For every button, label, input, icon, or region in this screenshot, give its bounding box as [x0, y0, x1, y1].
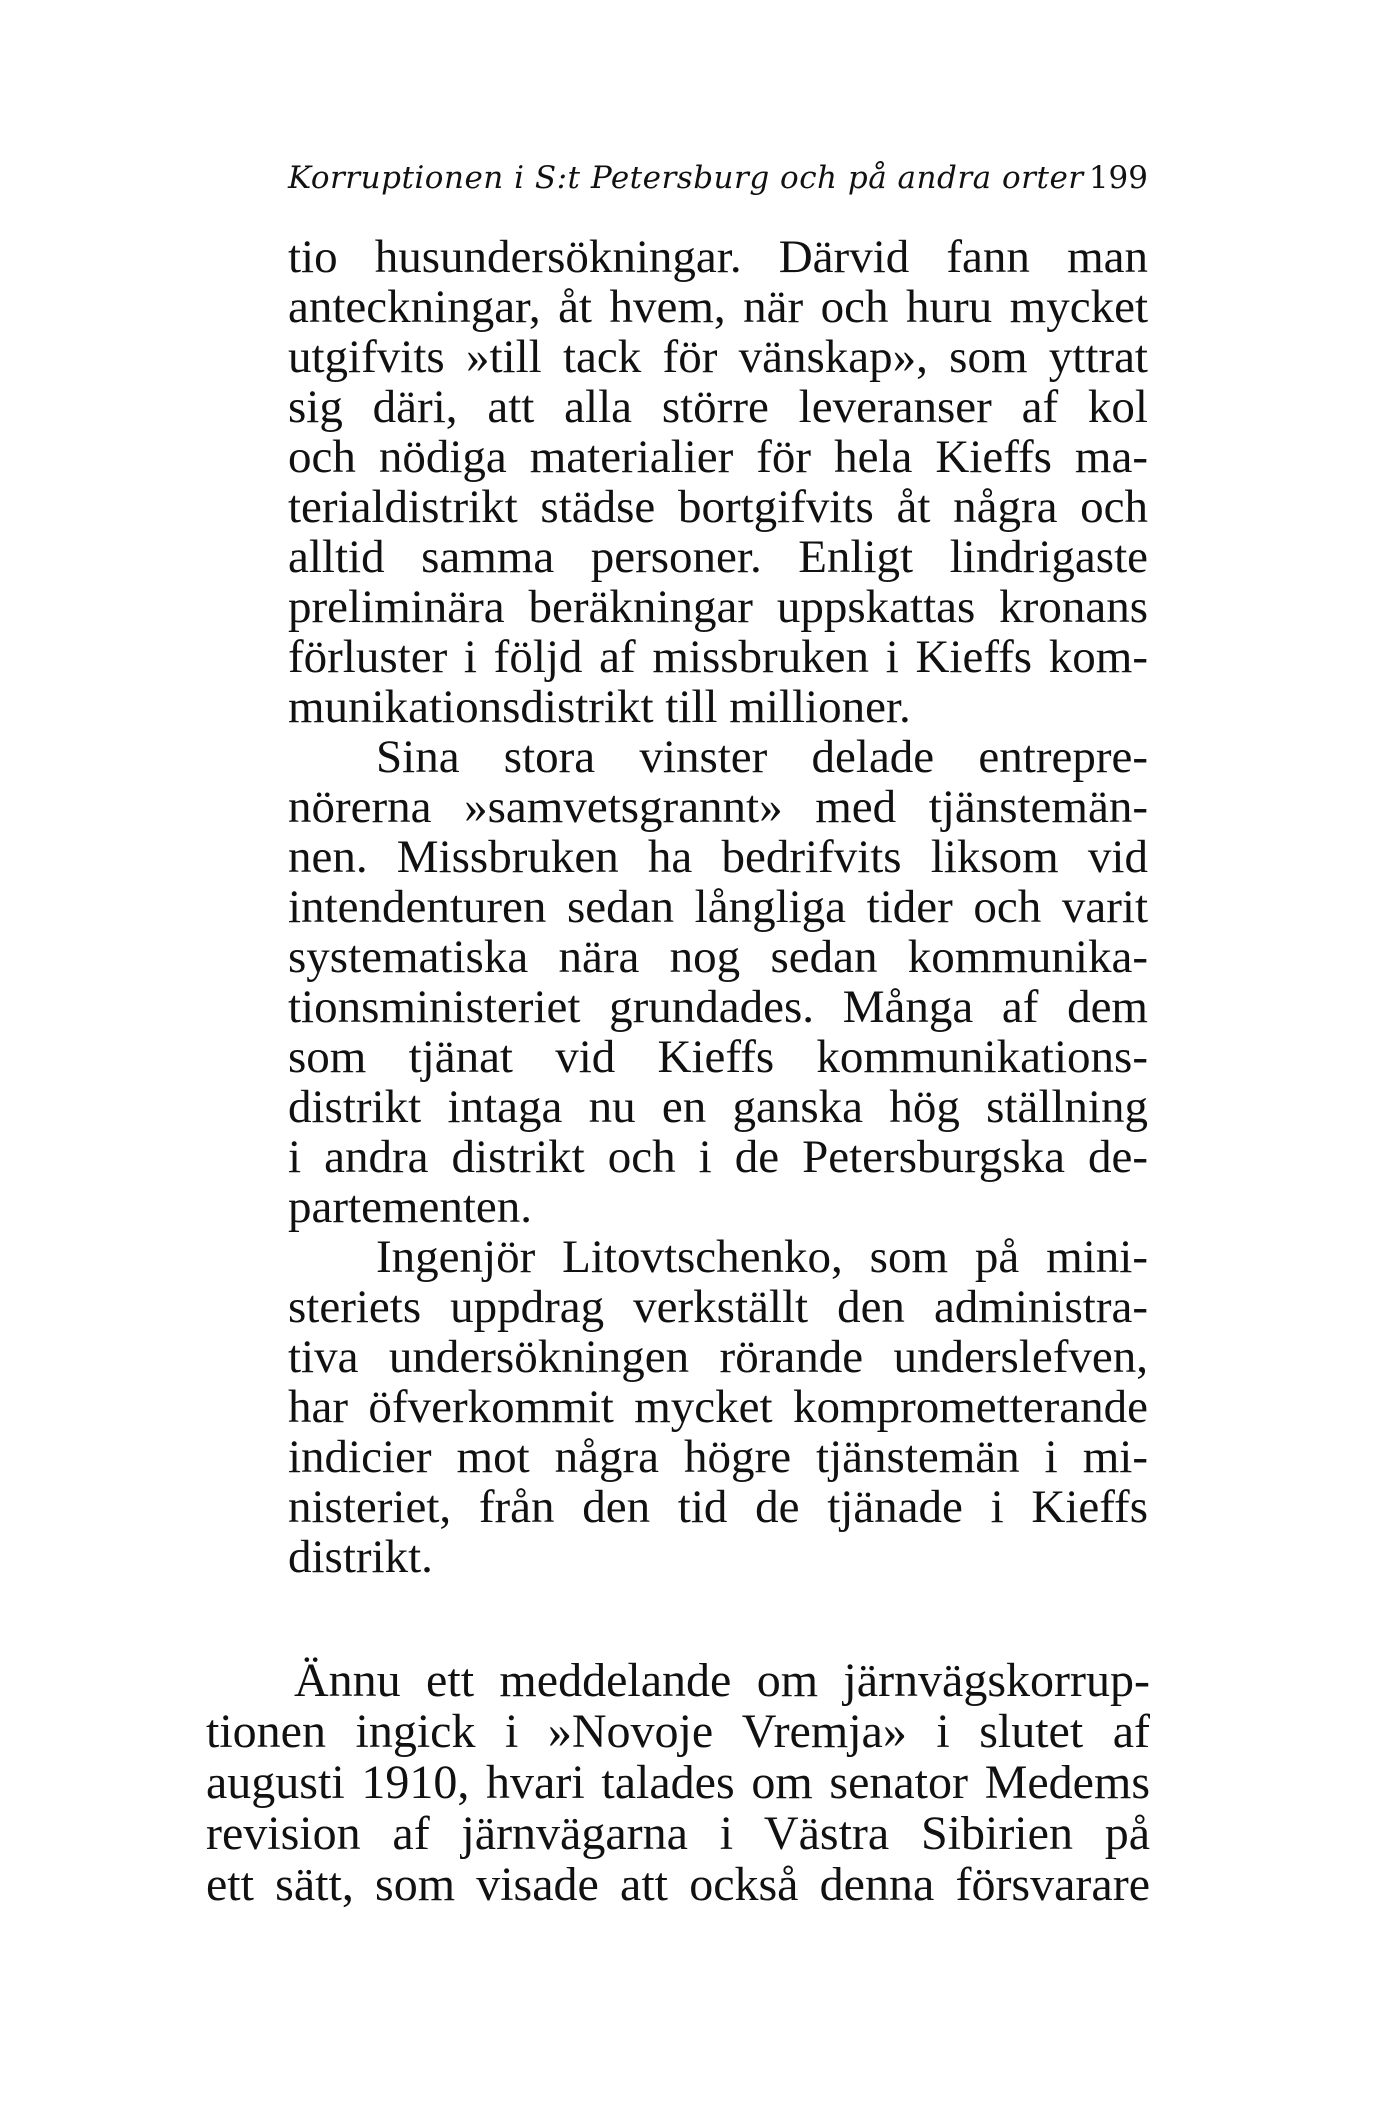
text-line: terialdistrikt städse bortgifvits åt några och: [288, 481, 1148, 533]
text-line: utgifvits »till tack för vänskap», som yttrat: [288, 331, 1148, 383]
text-line: förluster i följd af missbruken i Kieffs kom-: [288, 631, 1148, 683]
main-text-block: [288, 232, 1148, 1582]
text-line: Ingenjör Litovtschenko, som på mini-: [376, 1231, 1148, 1283]
text-line: revision af järnvägarna i Västra Sibirien på: [206, 1807, 1150, 1860]
text-line: tionen ingick i »Novoje Vremja» i slutet af: [206, 1705, 1150, 1758]
text-line: systematiska nära nog sedan kommunika-: [288, 931, 1148, 983]
text-line: tionsministeriet grundades. Många af dem: [288, 981, 1148, 1033]
text-line: i andra distrikt och i de Petersburgska de-: [288, 1131, 1148, 1183]
text-line: ett sätt, som visade att också denna försvarare: [206, 1858, 1150, 1911]
text-line: som tjänat vid Kieffs kommunikations-: [288, 1031, 1148, 1083]
text-line: och nödiga materialier för hela Kieffs ma-: [288, 431, 1148, 483]
running-head: [288, 160, 1148, 204]
text-line: har öfverkommit mycket komprometterande: [288, 1381, 1148, 1433]
text-line: partementen.: [288, 1181, 533, 1233]
running-title: Korruptionen i S:t Petersburg och på andra orter: [288, 160, 1084, 196]
text-line: sig däri, att alla större leveranser af kol: [288, 381, 1148, 433]
text-line: steriets uppdrag verkställt den administra-: [288, 1281, 1148, 1333]
text-line: tio husundersökningar. Därvid fann man: [288, 231, 1148, 283]
text-line: indicier mot några högre tjänstemän i mi-: [288, 1431, 1148, 1483]
text-line: preliminära beräkningar uppskattas kronans: [288, 581, 1148, 633]
text-line: distrikt intaga nu en ganska hög ställning: [288, 1081, 1148, 1133]
text-line: nörerna »samvetsgrannt» med tjänstemän-: [288, 781, 1148, 833]
secondary-text-block: [206, 1655, 1150, 1910]
text-line: intendenturen sedan långliga tider och varit: [288, 881, 1148, 933]
text-line: augusti 1910, hvari talades om senator Medems: [206, 1756, 1150, 1809]
text-line: munikationsdistrikt till millioner.: [288, 681, 911, 733]
text-line: Ännu ett meddelande om järnvägskorrup-: [294, 1654, 1150, 1707]
text-line: nen. Missbruken ha bedrifvits liksom vid: [288, 831, 1148, 883]
page-number: 199: [1088, 160, 1148, 196]
text-line: tiva undersökningen rörande underslefven,: [288, 1331, 1148, 1383]
text-line: nisteriet, från den tid de tjänade i Kieffs: [288, 1481, 1148, 1533]
text-line: alltid samma personer. Enligt lindrigaste: [288, 531, 1148, 583]
text-line: anteckningar, åt hvem, när och huru mycket: [288, 281, 1148, 333]
text-line: Sina stora vinster delade entrepre-: [376, 731, 1148, 783]
text-line: distrikt.: [288, 1531, 433, 1583]
